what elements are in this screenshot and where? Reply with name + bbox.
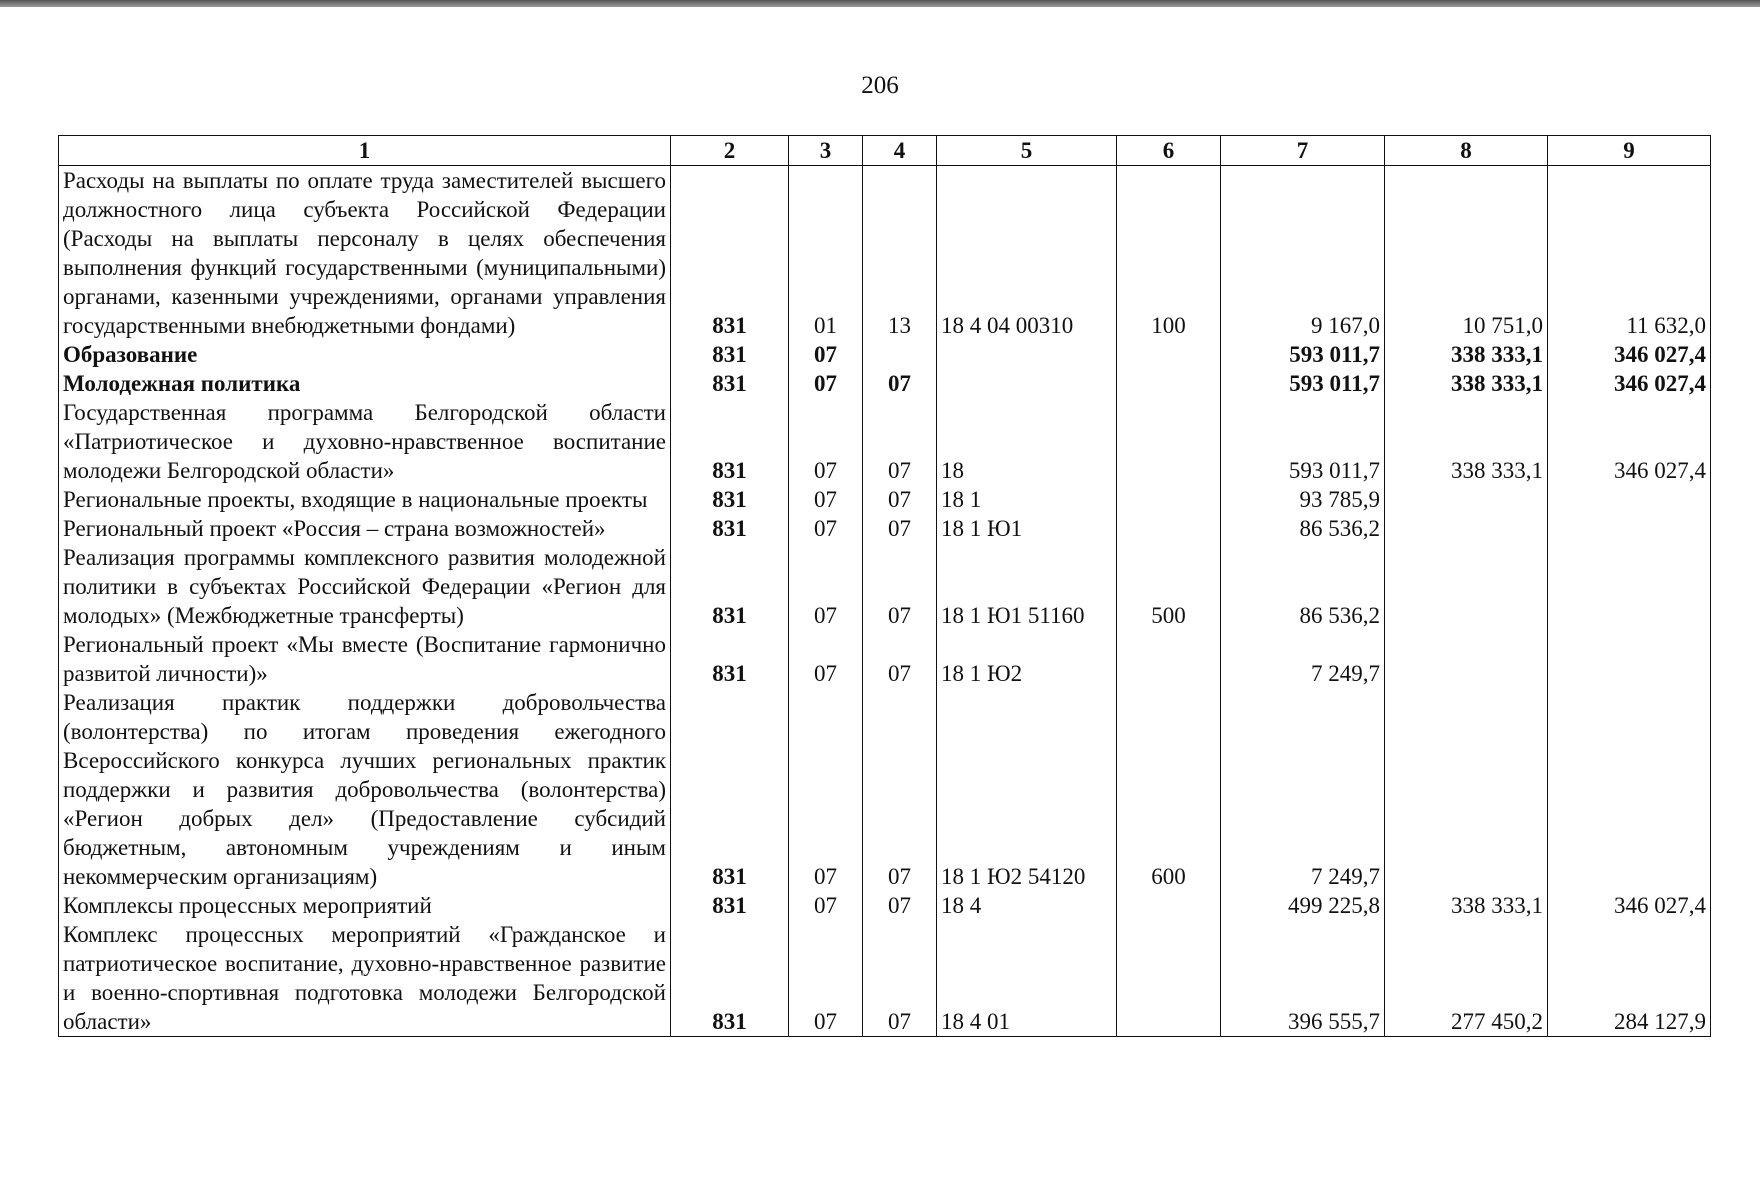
code-subsection: 07 bbox=[863, 630, 937, 688]
amount-col-7: 7 249,7 bbox=[1221, 630, 1385, 688]
amount-col-7: 593 011,7 bbox=[1221, 340, 1385, 369]
scan-top-edge bbox=[0, 0, 1760, 7]
amount-col-8 bbox=[1385, 688, 1548, 891]
code-section: 07 bbox=[789, 340, 863, 369]
column-header-4: 4 bbox=[863, 136, 937, 166]
code-subsection bbox=[863, 340, 937, 369]
code-expense-type bbox=[1117, 369, 1221, 398]
table-body bbox=[59, 166, 1711, 1037]
amount-col-9 bbox=[1548, 688, 1711, 891]
code-target-article bbox=[937, 369, 1117, 398]
code-expense-type: 100 bbox=[1117, 166, 1221, 341]
column-header-1: 1 bbox=[59, 136, 671, 166]
row-name: Молодежная политика bbox=[59, 369, 671, 398]
code-expense-type: 600 bbox=[1117, 688, 1221, 891]
code-ministry: 831 bbox=[671, 514, 789, 543]
code-target-article: 18 bbox=[937, 398, 1117, 485]
code-ministry: 831 bbox=[671, 630, 789, 688]
amount-col-9: 346 027,4 bbox=[1548, 369, 1711, 398]
code-subsection: 07 bbox=[863, 891, 937, 920]
code-ministry: 831 bbox=[671, 166, 789, 341]
column-header-9: 9 bbox=[1548, 136, 1711, 166]
code-subsection: 07 bbox=[863, 543, 937, 630]
amount-col-8: 277 450,2 bbox=[1385, 920, 1548, 1037]
amount-col-8 bbox=[1385, 543, 1548, 630]
row-name: Региональный проект «Мы вместе (Воспитание гармонично развитой личности)» bbox=[59, 630, 671, 688]
code-subsection: 13 bbox=[863, 166, 937, 341]
amount-col-8: 338 333,1 bbox=[1385, 340, 1548, 369]
code-expense-type: 500 bbox=[1117, 543, 1221, 630]
code-section: 07 bbox=[789, 485, 863, 514]
code-subsection: 07 bbox=[863, 369, 937, 398]
code-section: 07 bbox=[789, 920, 863, 1037]
amount-col-9 bbox=[1548, 514, 1711, 543]
table-header-row bbox=[59, 136, 1711, 166]
table-row bbox=[59, 340, 1711, 369]
code-subsection: 07 bbox=[863, 514, 937, 543]
row-name: Реализация практик поддержки добровольчества (волонтерства) по итогам проведения ежегодного Всероссийского конкурса лучших региональных практик поддержки и развития добровольчества (волонтерства) «Регион добрых дел» (Предоставление субсидий бюджетным, автономным учреждениям и иным некоммерческим организациям) bbox=[59, 688, 671, 891]
table-row bbox=[59, 630, 1711, 688]
amount-col-8: 338 333,1 bbox=[1385, 891, 1548, 920]
row-name: Региональный проект «Россия – страна возможностей» bbox=[59, 514, 671, 543]
code-ministry: 831 bbox=[671, 920, 789, 1037]
amount-col-9 bbox=[1548, 630, 1711, 688]
amount-col-7: 86 536,2 bbox=[1221, 514, 1385, 543]
page-number: 206 bbox=[861, 72, 899, 99]
code-section: 07 bbox=[789, 630, 863, 688]
code-ministry: 831 bbox=[671, 891, 789, 920]
code-section: 01 bbox=[789, 166, 863, 341]
amount-col-7: 86 536,2 bbox=[1221, 543, 1385, 630]
amount-col-8: 338 333,1 bbox=[1385, 398, 1548, 485]
table-row bbox=[59, 514, 1711, 543]
code-expense-type bbox=[1117, 485, 1221, 514]
amount-col-8 bbox=[1385, 485, 1548, 514]
amount-col-7: 593 011,7 bbox=[1221, 398, 1385, 485]
code-target-article: 18 1 bbox=[937, 485, 1117, 514]
amount-col-9 bbox=[1548, 543, 1711, 630]
column-header-8: 8 bbox=[1385, 136, 1548, 166]
amount-col-9: 11 632,0 bbox=[1548, 166, 1711, 341]
code-ministry: 831 bbox=[671, 688, 789, 891]
code-section: 07 bbox=[789, 369, 863, 398]
row-name: Комплекс процессных мероприятий «Гражданское и патриотическое воспитание, духовно-нравственное развитие и военно-спортивная подготовка молодежи Белгородской области» bbox=[59, 920, 671, 1037]
amount-col-7: 93 785,9 bbox=[1221, 485, 1385, 514]
code-expense-type bbox=[1117, 340, 1221, 369]
amount-col-7: 7 249,7 bbox=[1221, 688, 1385, 891]
code-expense-type bbox=[1117, 514, 1221, 543]
amount-col-8: 338 333,1 bbox=[1385, 369, 1548, 398]
table-row bbox=[59, 369, 1711, 398]
code-section: 07 bbox=[789, 688, 863, 891]
column-header-3: 3 bbox=[789, 136, 863, 166]
amount-col-8 bbox=[1385, 630, 1548, 688]
code-subsection: 07 bbox=[863, 920, 937, 1037]
code-expense-type bbox=[1117, 630, 1221, 688]
column-header-7: 7 bbox=[1221, 136, 1385, 166]
amount-col-9: 346 027,4 bbox=[1548, 891, 1711, 920]
column-header-2: 2 bbox=[671, 136, 789, 166]
code-target-article: 18 1 Ю1 bbox=[937, 514, 1117, 543]
amount-col-7: 499 225,8 bbox=[1221, 891, 1385, 920]
row-name: Расходы на выплаты по оплате труда заместителей высшего должностного лица субъекта Российской Федерации (Расходы на выплаты персоналу в целях обеспечения выполнения функций государственными (муниципальными) органами, казенными учреждениями, органами управления государственными внебюджетными фондами) bbox=[59, 166, 671, 341]
amount-col-9: 284 127,9 bbox=[1548, 920, 1711, 1037]
code-subsection: 07 bbox=[863, 485, 937, 514]
code-target-article: 18 1 Ю2 bbox=[937, 630, 1117, 688]
table-row bbox=[59, 543, 1711, 630]
code-ministry: 831 bbox=[671, 543, 789, 630]
code-target-article: 18 4 01 bbox=[937, 920, 1117, 1037]
row-name: Комплексы процессных мероприятий bbox=[59, 891, 671, 920]
table-row bbox=[59, 688, 1711, 891]
code-section: 07 bbox=[789, 891, 863, 920]
amount-col-9: 346 027,4 bbox=[1548, 398, 1711, 485]
code-expense-type bbox=[1117, 398, 1221, 485]
code-target-article bbox=[937, 340, 1117, 369]
table-row bbox=[59, 485, 1711, 514]
code-section: 07 bbox=[789, 543, 863, 630]
column-header-5: 5 bbox=[937, 136, 1117, 166]
code-ministry: 831 bbox=[671, 398, 789, 485]
column-header-6: 6 bbox=[1117, 136, 1221, 166]
code-section: 07 bbox=[789, 514, 863, 543]
amount-col-7: 9 167,0 bbox=[1221, 166, 1385, 341]
code-expense-type bbox=[1117, 920, 1221, 1037]
code-ministry: 831 bbox=[671, 369, 789, 398]
table-row bbox=[59, 398, 1711, 485]
amount-col-7: 396 555,7 bbox=[1221, 920, 1385, 1037]
table-row bbox=[59, 891, 1711, 920]
amount-col-9 bbox=[1548, 485, 1711, 514]
code-ministry: 831 bbox=[671, 340, 789, 369]
amount-col-7: 593 011,7 bbox=[1221, 369, 1385, 398]
table-row bbox=[59, 920, 1711, 1037]
amount-col-8 bbox=[1385, 514, 1548, 543]
row-name: Образование bbox=[59, 340, 671, 369]
code-target-article: 18 1 Ю2 54120 bbox=[937, 688, 1117, 891]
code-ministry: 831 bbox=[671, 485, 789, 514]
code-target-article: 18 4 04 00310 bbox=[937, 166, 1117, 341]
code-subsection: 07 bbox=[863, 688, 937, 891]
budget-table bbox=[58, 135, 1711, 1037]
row-name: Государственная программа Белгородской области «Патриотическое и духовно-нравственное воспитание молодежи Белгородской области» bbox=[59, 398, 671, 485]
code-subsection: 07 bbox=[863, 398, 937, 485]
row-name: Реализация программы комплексного развития молодежной политики в субъектах Российской Федерации «Регион для молодых» (Межбюджетные трансферты) bbox=[59, 543, 671, 630]
amount-col-9: 346 027,4 bbox=[1548, 340, 1711, 369]
table-row bbox=[59, 166, 1711, 341]
row-name: Региональные проекты, входящие в национальные проекты bbox=[59, 485, 671, 514]
code-target-article: 18 4 bbox=[937, 891, 1117, 920]
amount-col-8: 10 751,0 bbox=[1385, 166, 1548, 341]
code-target-article: 18 1 Ю1 51160 bbox=[937, 543, 1117, 630]
code-section: 07 bbox=[789, 398, 863, 485]
code-expense-type bbox=[1117, 891, 1221, 920]
